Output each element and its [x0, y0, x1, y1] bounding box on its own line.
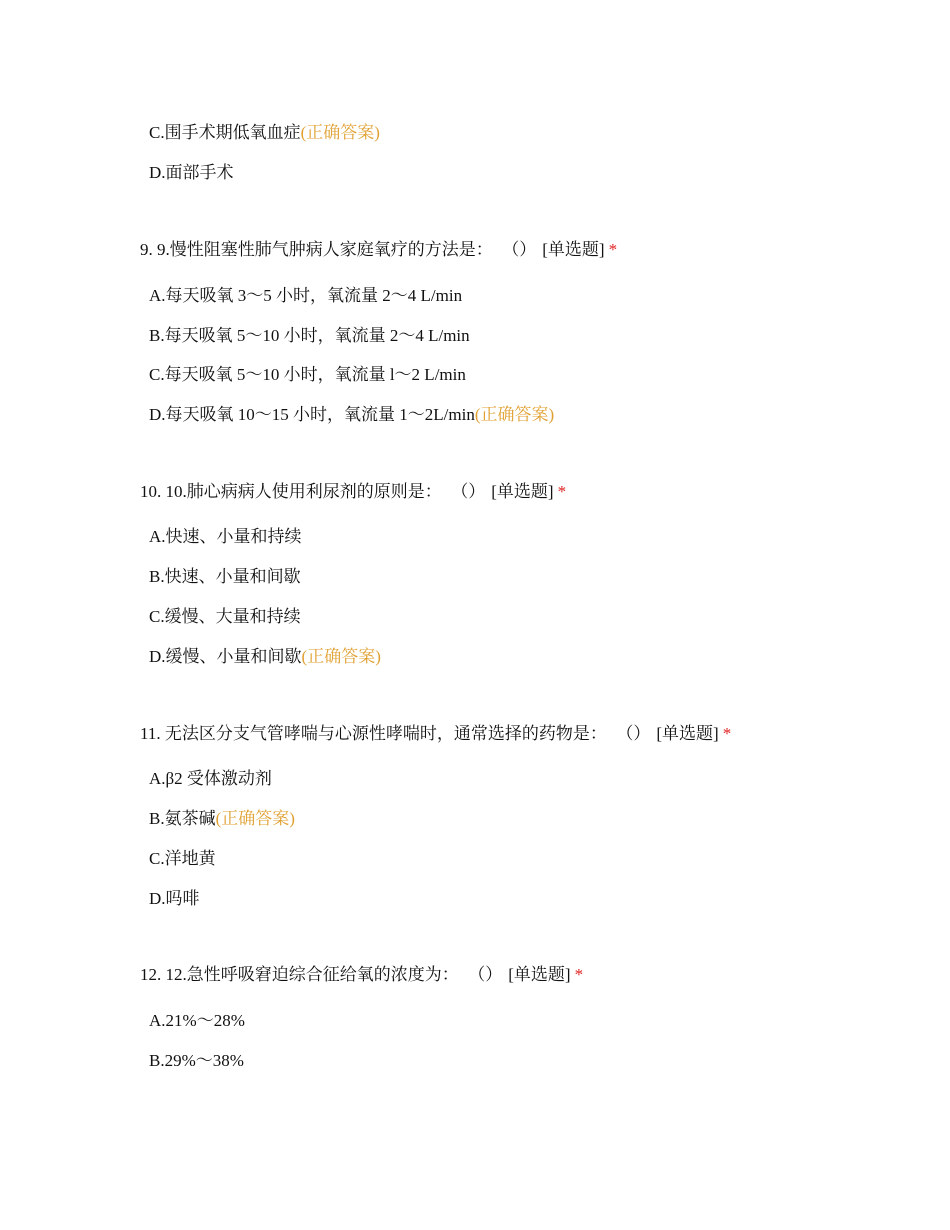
option-row: [149, 122, 380, 144]
correct-answer-label: (正确答案): [301, 647, 381, 666]
question-text: 10. 10.肺心病病人使用利尿剂的原则是：: [140, 482, 442, 501]
question-text: 12. 12.急性呼吸窘迫综合征给氧的浓度为：: [140, 965, 459, 984]
option-row: [149, 1050, 244, 1072]
answer-blank: （）: [624, 724, 651, 743]
question-text: 11. 无法区分支气管哮喘与心源性哮喘时，通常选择的药物是：: [140, 724, 607, 743]
option-row: [149, 526, 302, 548]
option-row: [149, 768, 272, 790]
question-type: [单选题]: [656, 724, 719, 743]
option-text: C.洋地黄: [149, 849, 216, 868]
answer-blank: （）: [510, 240, 537, 259]
question-type: [单选题]: [491, 482, 554, 501]
question-type: [单选题]: [508, 965, 571, 984]
option-text: A.β2 受体激动剂: [149, 769, 272, 788]
option-text: D.面部手术: [149, 163, 234, 182]
answer-blank: （）: [476, 965, 503, 984]
answer-blank: （）: [459, 482, 486, 501]
correct-answer-label: (正确答案): [215, 809, 295, 828]
option-row: [149, 606, 301, 628]
option-text: D.吗啡: [149, 889, 200, 908]
question-title: [140, 481, 566, 503]
option-row: [149, 888, 200, 910]
option-text: C.围手术期低氧血症: [149, 123, 301, 142]
question-type: [单选题]: [542, 240, 605, 259]
required-mark: *: [608, 240, 618, 259]
correct-answer-label: (正确答案): [300, 123, 380, 142]
option-text: B.快速、小量和间歇: [149, 567, 301, 586]
option-text: B.每天吸氧 5～10 小时，氧流量 2～4 L/min: [149, 326, 470, 345]
option-row: [149, 808, 295, 830]
required-mark: *: [574, 965, 584, 984]
option-text: A.快速、小量和持续: [149, 527, 302, 546]
option-text: D.缓慢、小量和间歇: [149, 647, 302, 666]
option-row: [149, 646, 381, 668]
option-row: [149, 325, 470, 347]
required-mark: *: [557, 482, 567, 501]
question-title: [140, 723, 731, 745]
option-text: D.每天吸氧 10～15 小时，氧流量 1～2L/min: [149, 405, 475, 424]
option-row: [149, 162, 234, 184]
option-text: A.21%～28%: [149, 1011, 245, 1030]
option-row: [149, 285, 462, 307]
option-row: [149, 404, 554, 426]
option-row: [149, 364, 466, 386]
correct-answer-label: (正确答案): [474, 405, 555, 424]
option-text: B.氨茶碱: [149, 809, 216, 828]
question-title: [140, 964, 583, 986]
option-row: [149, 566, 301, 588]
option-text: B.29%～38%: [149, 1051, 244, 1070]
option-text: C.每天吸氧 5～10 小时，氧流量 l～2 L/min: [149, 365, 466, 384]
option-text: A.每天吸氧 3～5 小时，氧流量 2～4 L/min: [149, 286, 463, 305]
option-row: [149, 1010, 245, 1032]
question-text: 9. 9.慢性阻塞性肺气肿病人家庭氧疗的方法是：: [140, 240, 493, 259]
option-text: C.缓慢、大量和持续: [149, 607, 301, 626]
option-row: [149, 848, 216, 870]
question-title: [140, 239, 617, 261]
required-mark: *: [722, 724, 732, 743]
